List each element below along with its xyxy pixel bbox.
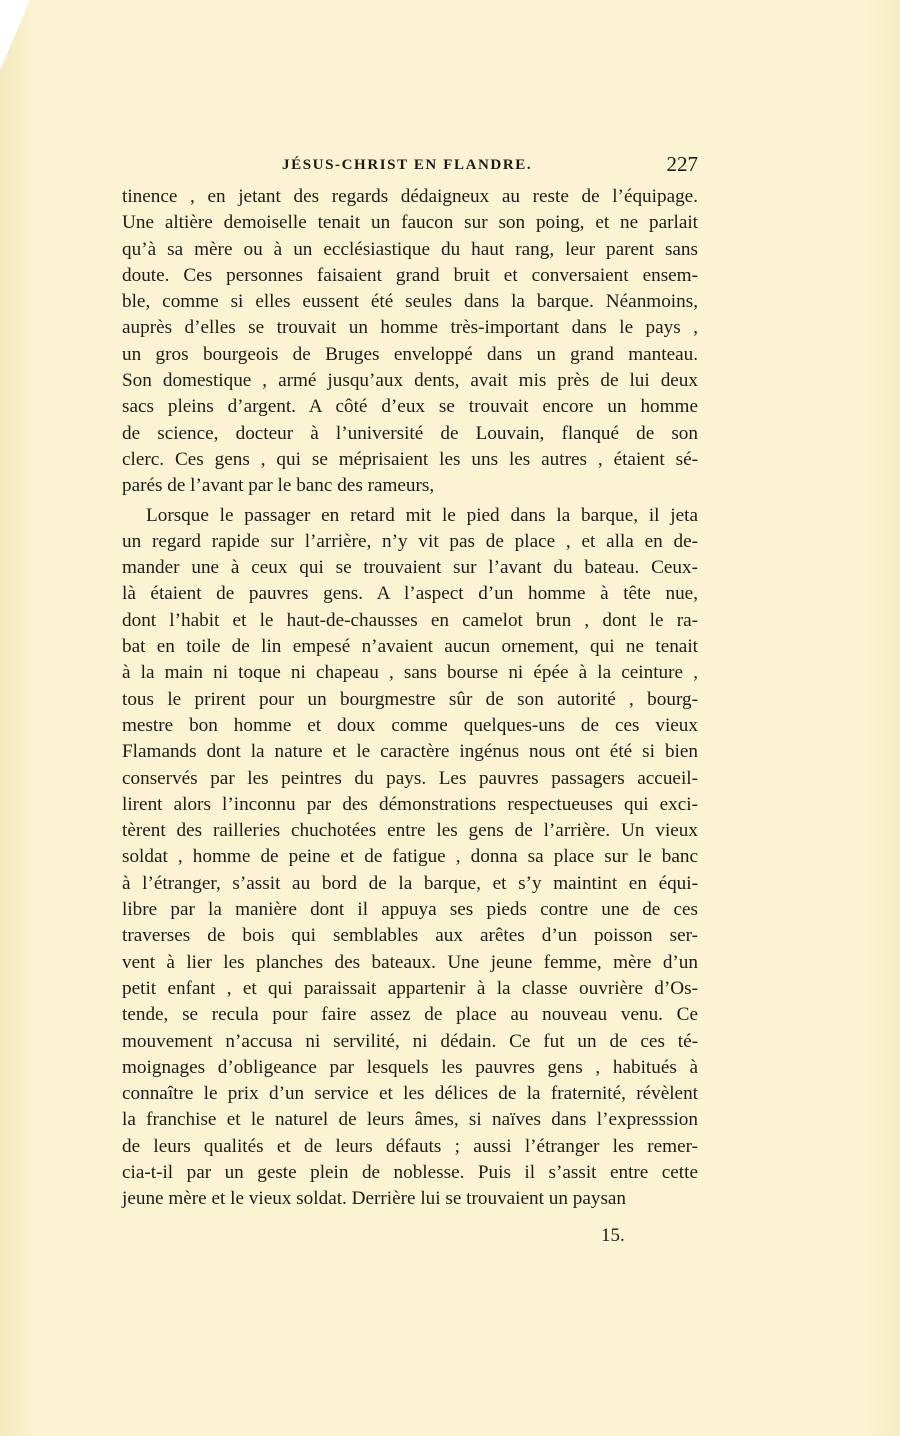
text-line: lirent alors l’inconnu par des démonstrations respectueuses qui exci-	[122, 793, 698, 815]
text-line: vent à lier les planches des bateaux. Une jeune femme, mère d’un	[122, 951, 698, 973]
text-line: Flamands dont la nature et le caractère ingénus nous ont été si bien	[122, 741, 698, 763]
text-line: cia-t-il par un geste plein de noblesse. Puis il s’assit entre cette	[122, 1161, 698, 1183]
text-line: auprès d’elles se trouvait un homme très-important dans le pays ,	[122, 317, 698, 339]
text-line: doute. Ces personnes faisaient grand bruit et conversaient ensem-	[122, 264, 698, 286]
text-line: soldat , homme de peine et de fatigue , donna sa place sur le banc	[122, 846, 698, 868]
text-line: de leurs qualités et de leurs défauts ; aussi l’étranger les remer-	[122, 1135, 698, 1157]
text-line: clerc. Ces gens , qui se méprisaient les uns les autres , étaient sé-	[122, 448, 698, 470]
running-header	[122, 154, 698, 180]
text-line: Une altière demoiselle tenait un faucon sur son poing, et ne parlait	[122, 212, 698, 234]
text-line: un gros bourgeois de Bruges enveloppé dans un grand manteau.	[122, 343, 698, 365]
text-line: connaître le prix d’un service et les délices de la fraternité, révèlent	[122, 1083, 698, 1105]
text-line: mander une à ceux qui se trouvaient sur l’avant du bateau. Ceux-	[122, 557, 698, 579]
text-line: libre par la manière dont il appuya ses pieds contre une de ces	[122, 899, 698, 921]
running-title: JÉSUS-CHRIST EN FLANDRE.	[282, 157, 533, 173]
text-line: conservés par les peintres du pays. Les pauvres passagers accueil-	[122, 767, 698, 789]
text-line: mouvement n’accusa ni servilité, ni dédain. Ce fut un de ces té-	[122, 1030, 698, 1052]
page-corner-edge	[0, 0, 30, 70]
text-line: là étaient de pauvres gens. A l’aspect d’un homme à tête nue,	[122, 583, 698, 605]
text-line: jeune mère et le vieux soldat. Derrière lui se trouvaient un paysan	[122, 1188, 627, 1210]
text-line: la franchise et le naturel de leurs âmes, si naïves dans l’expresssion	[122, 1109, 698, 1131]
body-text	[122, 184, 698, 1213]
text-line: mestre bon homme et doux comme quelques-uns de ces vieux	[122, 714, 698, 736]
text-line: tèrent des railleries chuchotées entre les gens de l’arrière. Un vieux	[122, 820, 698, 842]
text-line: à la main ni toque ni chapeau , sans bourse ni épée à la ceinture ,	[122, 662, 698, 684]
text-line: de science, docteur à l’université de Louvain, flanqué de son	[122, 422, 698, 444]
text-line: parés de l’avant par le banc des rameurs,	[122, 475, 435, 497]
text-line: traverses de bois qui semblables aux arêtes d’un poisson ser-	[122, 925, 698, 947]
page-number: 227	[666, 152, 698, 176]
text-line: bat en toile de lin empesé n’avaient aucun ornement, qui ne tenait	[122, 636, 698, 658]
text-line: tinence , en jetant des regards dédaigneux au reste de l’équipage.	[122, 186, 698, 207]
text-line: petit enfant , et qui paraissait appartenir à la classe ouvrière d’Os-	[122, 977, 698, 999]
paragraph	[122, 503, 698, 1213]
text-line: dont l’habit et le haut-de-chausses en camelot brun , dont le ra-	[122, 609, 698, 631]
signature-mark: 15.	[601, 1225, 625, 1246]
text-line: sacs pleins d’argent. A côté d’eux se trouvait encore un homme	[122, 396, 698, 418]
text-line: un regard rapide sur l’arrière, n’y vit pas de place , et alla en de-	[122, 530, 698, 552]
text-line: à l’étranger, s’assit au bord de la barque, et s’y maintint en équi-	[122, 872, 698, 894]
paragraph	[122, 184, 698, 500]
text-line: tende, se recula pour faire assez de place au nouveau venu. Ce	[122, 1004, 698, 1026]
text-line: Son domestique , armé jusqu’aux dents, avait mis près de lui deux	[122, 370, 698, 392]
text-line: moignages d’obligeance par lesquels les pauvres gens , habitués à	[122, 1056, 698, 1078]
text-line: tous le prirent pour un bourgmestre sûr de son autorité , bourg-	[122, 688, 698, 710]
text-line: ble, comme si elles eussent été seules dans la barque. Néanmoins,	[122, 291, 698, 313]
text-line: qu’à sa mère ou à un ecclésiastique du haut rang, leur parent sans	[122, 238, 698, 260]
text-line: Lorsque le passager en retard mit le pied dans la barque, il jeta	[146, 504, 698, 526]
